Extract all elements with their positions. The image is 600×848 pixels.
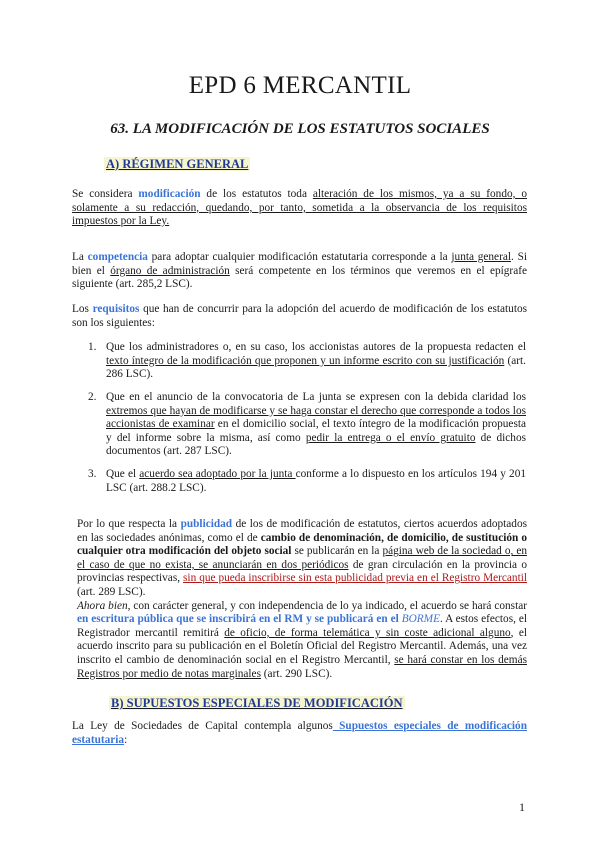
section-b-heading [109,696,405,711]
paragraph-definition: Se considera modificación de los estatutos toda alteración de los mismos, ya a su fondo, o solamente a su redacción, quedando, por tanto, sometida a la observancia de los requisitos impuestos por la Ley. [72,188,527,228]
document-title: EPD 6 MERCANTIL [188,72,412,99]
paragraph-publicidad: Por lo que respecta la publicidad de los de modificación de estatutos, ciertos acuerdos adoptados en las sociedades anónimas, como el de cambio de denominación, de domicilio, de sustitución o cualquier otra modificación del objeto social se publicarán en la página web de la sociedad o, en el caso de que no exista, se anunciarán en dos periódicos de gran circulación en la provincia o provincias respectivas, sin que pueda inscribirse sin esta publicidad previa en el Registro Mercantil (art. 289 LSC). Ahora bien, con carácter general, y con independencia de lo ya indicado, el acuerdo se hará constar en escritura pública que se inscribirá en el RM y se publicará en el BORME. A estos efectos, el Registrador mercantil remitirá de oficio, de forma telemática y sin coste adicional alguno, el acuerdo inscrito para su publicación en el Boletín Oficial del Registro Mercantil. Además, una vez inscrito el cambio de denominación social en el Registro Mercantil, se hará constar en los demás Registros por medio de notas marginales (art. 290 LSC). [77,518,528,680]
page-number: 1 [519,800,525,814]
keyword-competencia: competencia [87,251,148,263]
section-a-heading-text: A) RÉGIMEN GENERAL [106,157,249,171]
document-page: EPD 6 MERCANTIL 63. LA MODIFICACIÓN DE LOS ESTATUTOS SOCIALES A) RÉGIMEN GENERAL Se considera modificación de los estatutos toda alteración de los mismos, ya a su fondo, o solamente a su redacción, quedando, por tanto, sometida a la observancia de los requisitos impuestos por la Ley. La competencia para adoptar cualquier modificación estatutaria corresponde a la junta general. Si bien el órgano de administración será competente en los términos que veremos en el epígrafe siguiente (art. 285,2 LSC). Los requisitos que han de concurrir para la adopción del acuerdo de modificación de los estatutos son los siguientes: 1. Que los administradores o, en su caso, los accionistas autores de la propuesta redacten el texto íntegro de la modificación que proponen y un informe escrito con su justificación (art. 286 LSC). 2. Que en el anuncio de la convocatoria de La junta se expresen con la debida claridad los extremos que hayan de modificarse y se haga constar el derecho que corresponde a todos los accionistas de examinar en el domicilio social, el texto íntegro de la modificación propuesta y del informe sobre la misma, así como pedir la entrega o el envío gratuito de dichos documentos (art. 287 LSC). 3. Que el acuerdo sea adoptado por la junta conforme a lo dispuesto en los artículos 194 y 201 LSC (art. 288.2 LSC). Por lo que respecta la publicidad de los de modificación de estatutos, ciertos acuerdos adoptados en las sociedades anónimas, como el de cambio de denominación, de domicilio, de sustitución o cualquier otra modificación del objeto social se publicarán en la página web de la sociedad o, en el caso de que no exista, se anunciarán en dos periódicos de gran circulación en la provincia o provincias respectivas, sin que pueda inscribirse sin esta publicidad previa en el Registro Mercantil (art. 289 LSC). Ahora bien, con carácter general, y con independencia de lo ya indicado, el acuerdo se hará constar en escritura pública que se inscribirá en el RM y se publicará en el BORME. A estos efectos, el Registrador mercantil remitirá de oficio, de forma telemática y sin coste adicional alguno, el acuerdo inscrito para su publicación en el Boletín Oficial del Registro Mercantil. Además, una vez inscrito el cambio de denominación social en el Registro Mercantil, se hará constar en los demás Registros por medio de notas marginales (art. 290 LSC). B) SUPUESTOS ESPECIALES DE MODIFICACIÓN La Ley de Sociedades de Capital contempla algunos Supuestos especiales de modificación estatutaria: 1 [0,0,600,848]
keyword-supuestos: Supuestos especiales de modificación estatutaria [72,720,527,746]
section-b-heading-text: B) SUPUESTOS ESPECIALES DE MODIFICACIÓN [111,696,403,710]
keyword-modificacion: modificación [138,188,201,200]
paragraph-competencia: La competencia para adoptar cualquier modificación estatutaria corresponde a la junta general. Si bien el órgano de administración será competente en los términos que veremos en el epígrafe siguiente (art. 285,2 LSC). [72,251,527,291]
paragraph-requisitos: Los requisitos que han de concurrir para la adopción del acuerdo de modificación de los estatutos son los siguientes: [72,303,527,329]
paragraph-supuestos: La Ley de Sociedades de Capital contempla algunos Supuestos especiales de modificación estatutaria: [72,720,527,746]
keyword-requisitos: requisitos [92,303,140,315]
keyword-publicidad: publicidad [180,518,233,530]
section-a-heading [104,157,250,172]
document-subtitle: 63. LA MODIFICACIÓN DE LOS ESTATUTOS SOCIALES [110,121,490,137]
